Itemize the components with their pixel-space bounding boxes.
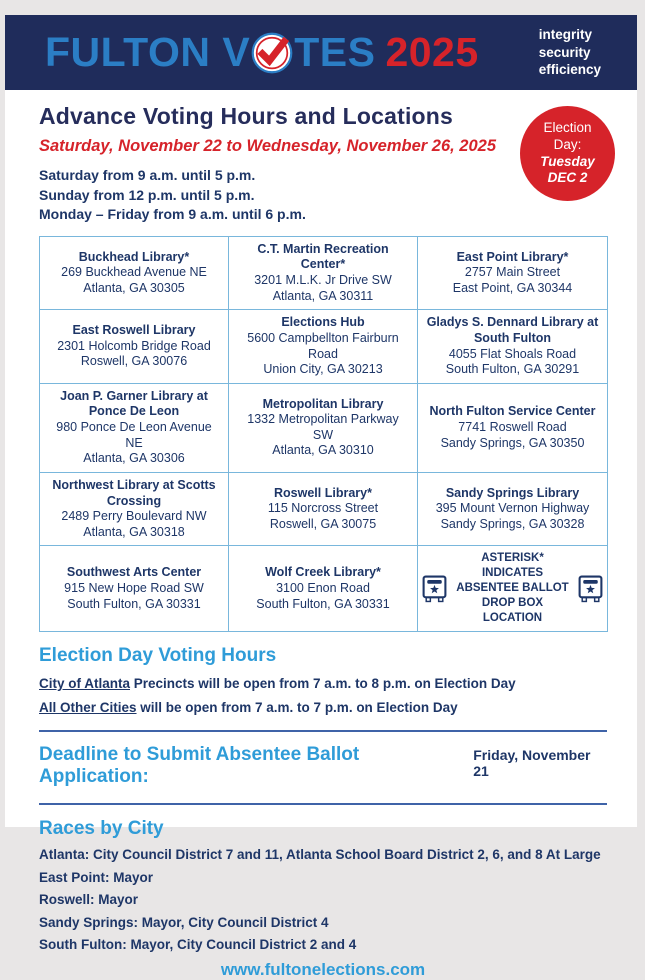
races-by-city-heading: Races by City [39, 817, 164, 839]
location-name: Sandy Springs Library [445, 485, 580, 500]
location-name: Buckhead Library* [78, 249, 190, 264]
absentee-deadline-heading: Deadline to Submit Absentee Ballot Application: [39, 743, 360, 787]
city-lead: City of Atlanta [39, 676, 130, 692]
absentee-deadline-row [39, 744, 607, 788]
location-name: Metropolitan Library [262, 396, 384, 411]
location-address: 2301 Holcomb Bridge Road [57, 338, 211, 353]
dropbox-note-text [451, 551, 574, 626]
tagline-line: security [538, 44, 591, 60]
location-city: Atlanta, GA 30311 [272, 288, 374, 303]
location-name: Southwest Arts Center [66, 565, 202, 580]
hours-sunday: Sunday from 12 p.m. until 5 p.m. [39, 186, 255, 203]
location-name: Wolf Creek Library* [265, 565, 381, 580]
location-name: Northwest Library at Scotts Crossing [52, 477, 216, 508]
location-city: South Fulton, GA 30331 [67, 596, 201, 611]
city-hours-text: will be open from 7 a.m. to 7 p.m. on Election Day [136, 700, 458, 716]
location-city: Sandy Springs, GA 30350 [440, 435, 585, 450]
section-divider [39, 803, 607, 805]
location-city: Roswell, GA 30076 [80, 354, 188, 369]
website-link[interactable]: www.fultonelections.com [220, 959, 426, 979]
location-cell-metropolitan-library [229, 384, 418, 473]
location-address: 915 New Hope Road SW [64, 580, 204, 595]
location-cell-sandy-springs-library [418, 473, 607, 547]
location-name: North Fulton Service Center [429, 404, 596, 419]
location-address: 3100 Enon Road [276, 580, 370, 595]
tagline-line: efficiency [538, 62, 601, 78]
location-city: Atlanta, GA 30318 [83, 524, 185, 539]
header-tagline [539, 26, 601, 79]
location-cell-southwest-arts-center [40, 546, 229, 631]
location-cell-north-fulton-service-center [418, 384, 607, 473]
badge-line: Election [543, 119, 592, 135]
location-name: Elections Hub [281, 315, 365, 330]
badge-line: DEC 2 [547, 170, 588, 186]
location-address: 395 Mount Vernon Highway [435, 501, 590, 516]
location-address: 3201 M.L.K. Jr Drive SW [254, 273, 392, 288]
ballot-drop-box-icon [578, 575, 603, 603]
city-lead: All Other Cities [39, 700, 137, 716]
location-cell-northwest-library [40, 473, 229, 547]
logo-text-left: FULTON V [45, 29, 251, 75]
dropbox-note-line: ABSENTEE BALLOT [456, 582, 569, 595]
tagline-line: integrity [538, 27, 592, 43]
logo-text-right: TES [294, 29, 376, 75]
location-address: 4055 Flat Shoals Road [448, 346, 577, 361]
location-cell-roswell-library [229, 473, 418, 547]
location-city: East Point, GA 30344 [452, 280, 573, 295]
election-day-hours-heading: Election Day Voting Hours [39, 645, 277, 667]
location-address: 2757 Main Street [464, 265, 561, 280]
race-line-sandy-springs: Sandy Springs: Mayor, City Council District 4 [39, 914, 329, 930]
location-city: Atlanta, GA 30305 [83, 280, 185, 295]
election-day-badge [520, 106, 615, 201]
city-hours-text: Precincts will be open from 7 a.m. to 8 p.m. on Election Day [130, 676, 516, 692]
advance-voting-date-range: Saturday, November 22 to Wednesday, November 26, 2025 [39, 137, 496, 155]
hours-saturday: Saturday from 9 a.m. until 5 p.m. [39, 167, 256, 183]
flyer-page [5, 15, 637, 979]
location-cell-buckhead-library [40, 237, 229, 311]
logo-year: 2025 [385, 29, 479, 75]
absentee-deadline-date: Friday, November 21 [473, 746, 591, 779]
hours-weekday: Monday – Friday from 9 a.m. until 6 p.m. [39, 206, 306, 223]
location-city: Roswell, GA 30075 [269, 516, 377, 531]
location-name: East Point Library* [456, 249, 569, 264]
race-line-roswell: Roswell: Mayor [39, 892, 139, 908]
location-cell-gladys-dennard-library [418, 310, 607, 384]
race-line-atlanta: Atlanta: City Council District 7 and 11, Atlanta School Board District 2, 6, and 8 At Large [39, 847, 601, 863]
location-cell-joan-garner-library [40, 384, 229, 473]
location-address: 7741 Roswell Road [458, 420, 567, 435]
voting-locations-table [39, 236, 608, 632]
dropbox-note-line: DROP BOX LOCATION [481, 597, 544, 625]
location-address: 269 Buckhead Avenue NE [61, 265, 207, 280]
ballot-drop-box-icon [422, 575, 447, 603]
location-name: Joan P. Garner Library at Ponce De Leon [60, 388, 208, 419]
race-line-east-point: East Point: Mayor [39, 869, 154, 885]
location-city: South Fulton, GA 30291 [445, 362, 580, 377]
section-divider [39, 730, 607, 732]
badge-line: Day: [553, 136, 582, 152]
dropbox-note-cell [418, 546, 607, 631]
badge-line: Tuesday [540, 153, 595, 169]
location-city: Atlanta, GA 30306 [83, 451, 185, 466]
location-address: 980 Ponce De Leon Avenue NE [56, 420, 212, 450]
election-day-hours-atlanta [39, 676, 607, 691]
location-city: Atlanta, GA 30310 [272, 443, 374, 458]
header-band [5, 15, 637, 90]
location-cell-wolf-creek-library [229, 546, 418, 631]
location-cell-east-point-library [418, 237, 607, 311]
location-cell-ct-martin [229, 237, 418, 311]
dropbox-note-line: ASTERISK* INDICATES [481, 552, 544, 580]
location-address: 115 Norcross Street [267, 501, 379, 516]
location-name: C.T. Martin Recreation Center* [257, 241, 389, 272]
location-address: 2489 Perry Boulevard NW [61, 509, 207, 524]
location-cell-elections-hub [229, 310, 418, 384]
fulton-votes-logo [45, 29, 479, 75]
election-day-hours-other-cities [39, 700, 607, 715]
location-address: 1332 Metropolitan Parkway SW [247, 412, 399, 442]
flyer-content [5, 90, 637, 980]
location-city: Union City, GA 30213 [263, 362, 383, 377]
location-address: 5600 Campbellton Fairburn Road [247, 330, 399, 361]
location-name: Roswell Library* [274, 485, 372, 500]
advance-voting-hours [39, 166, 607, 225]
location-cell-east-roswell-library [40, 310, 229, 384]
race-line-south-fulton: South Fulton: Mayor, City Council District 2 and 4 [39, 937, 357, 953]
check-circle-icon [251, 32, 293, 74]
location-city: South Fulton, GA 30331 [256, 596, 390, 611]
location-name: Gladys S. Dennard Library at South Fulton [426, 315, 599, 345]
location-city: Sandy Springs, GA 30328 [440, 516, 585, 531]
page-title: Advance Voting Hours and Locations [39, 103, 454, 129]
location-name: East Roswell Library [72, 323, 196, 338]
